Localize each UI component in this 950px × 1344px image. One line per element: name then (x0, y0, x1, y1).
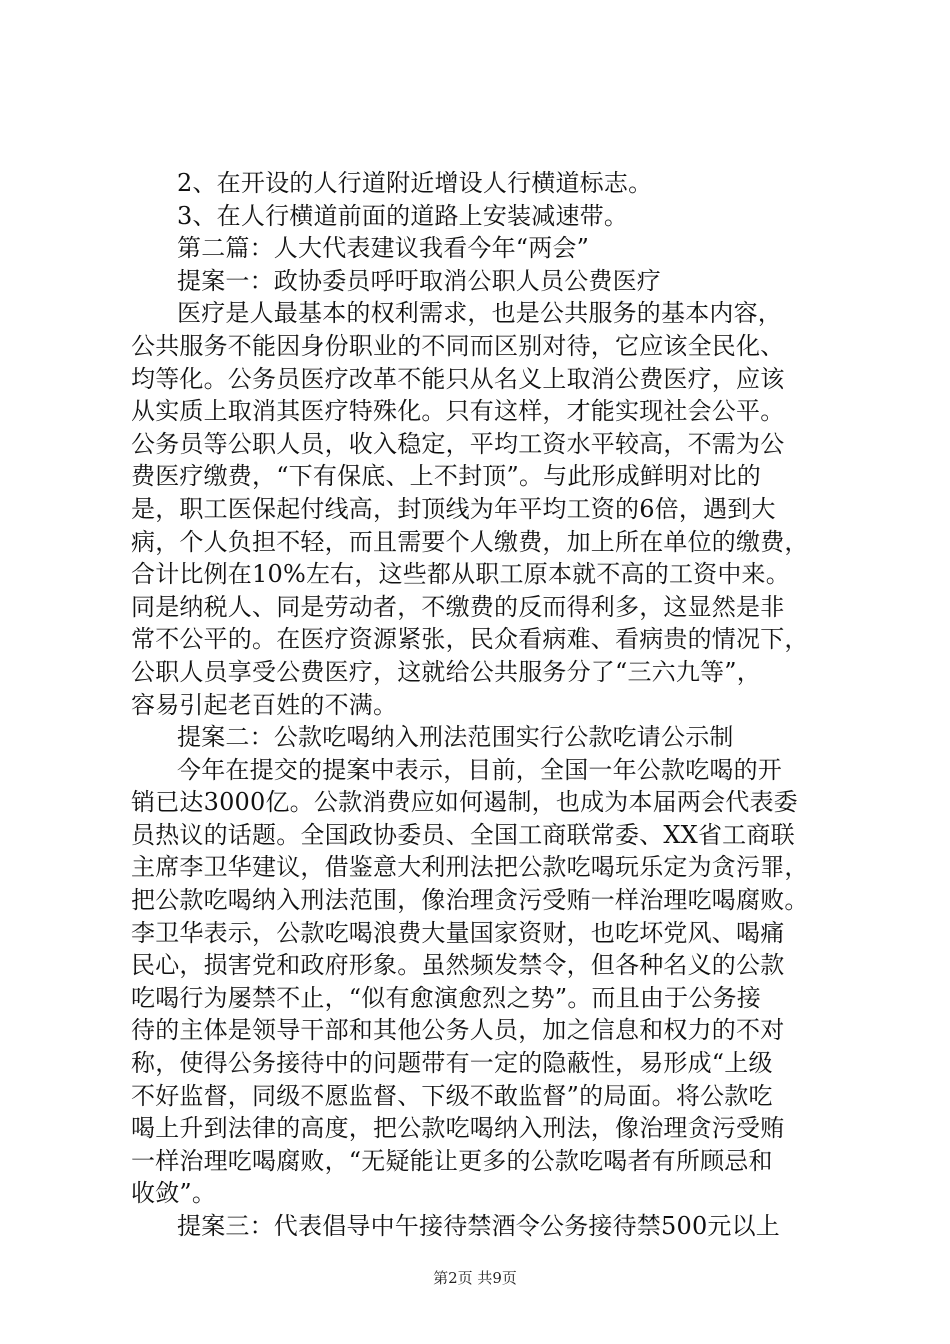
text-line: 容易引起老百姓的不满。 (131, 690, 398, 719)
text-line: 费医疗缴费，“下有保底、上不封顶”。与此形成鲜明对比的 (131, 462, 761, 491)
text-line: 主席李卫华建议，借鉴意大利刑法把公款吃喝玩乐定为贪污罪， (131, 853, 809, 882)
text-line: 公共服务不能因身份职业的不同而区别对待，它应该全民化、 (131, 331, 785, 360)
text-line: 公职人员享受公费医疗，这就给公共服务分了“三六九等”， (131, 657, 761, 686)
proposal-heading: 提案一：政协委员呼吁取消公职人员公费医疗 (177, 266, 661, 295)
text-line: 公务员等公职人员，收入稳定，平均工资水平较高，不需为公 (131, 429, 785, 458)
document-body (131, 167, 836, 1243)
text-line: 常不公平的。在医疗资源紧张，民众看病难、看病贵的情况下， (131, 625, 809, 654)
text-line: 销已达3000亿。公款消费应如何遏制，也成为本届两会代表委 (131, 788, 798, 817)
text-line: 今年在提交的提案中表示，目前，全国一年公款吃喝的开 (177, 755, 782, 784)
text-line: 收敛”。 (131, 1179, 217, 1208)
section-heading: 第二篇：人大代表建议我看今年“两会” (177, 234, 590, 263)
text-line: 同是纳税人、同是劳动者，不缴费的反而得利多，这显然是非 (131, 592, 785, 621)
text-line: 3、在人行横道前面的道路上安装减速带。 (177, 201, 629, 230)
text-line: 合计比例在10%左右，这些都从职工原本就不高的工资中来。 (131, 560, 790, 589)
text-line: 员热议的话题。全国政协委员、全国工商联常委、XX省工商联 (131, 820, 795, 849)
text-line: 病，个人负担不轻，而且需要个人缴费，加上所在单位的缴费， (131, 527, 809, 556)
proposal-heading: 提案二：公款吃喝纳入刑法范围实行公款吃请公示制 (177, 723, 734, 752)
text-line: 吃喝行为屡禁不止，“似有愈演愈烈之势”。而且由于公务接 (131, 983, 761, 1012)
text-line: 不好监督，同级不愿监督、下级不敢监督”的局面。将公款吃 (131, 1081, 773, 1110)
text-line: 民心，损害党和政府形象。虽然频发禁令，但各种名义的公款 (131, 951, 785, 980)
page-number-footer: 第2页 共9页 (433, 1269, 517, 1287)
text-line: 待的主体是领导干部和其他公务人员，加之信息和权力的不对 (131, 1016, 785, 1045)
text-line: 李卫华表示，公款吃喝浪费大量国家资财，也吃坏党风、喝痛 (131, 918, 785, 947)
text-line: 均等化。公务员医疗改革不能只从名义上取消公费医疗，应该 (131, 364, 785, 393)
text-line: 喝上升到法律的高度，把公款吃喝纳入刑法，像治理贪污受贿 (131, 1114, 785, 1143)
proposal-heading: 提案三：代表倡导中午接待禁酒令公务接待禁500元以上 (177, 1212, 781, 1240)
text-line: 一样治理吃喝腐败，“无疑能让更多的公款吃喝者有所顾忌和 (131, 1146, 773, 1175)
text-line: 医疗是人最基本的权利需求，也是公共服务的基本内容， (177, 299, 782, 328)
text-line: 2、在开设的人行道附近增设人行横道标志。 (177, 169, 653, 197)
text-line: 把公款吃喝纳入刑法范围，像治理贪污受贿一样治理吃喝腐败。 (131, 886, 809, 915)
text-line: 称，使得公务接待中的问题带有一定的隐蔽性，易形成“上级 (131, 1049, 773, 1078)
text-line: 是，职工医保起付线高，封顶线为年平均工资的6倍，遇到大 (131, 494, 776, 523)
text-line: 从实质上取消其医疗特殊化。只有这样，才能实现社会公平。 (131, 397, 785, 426)
